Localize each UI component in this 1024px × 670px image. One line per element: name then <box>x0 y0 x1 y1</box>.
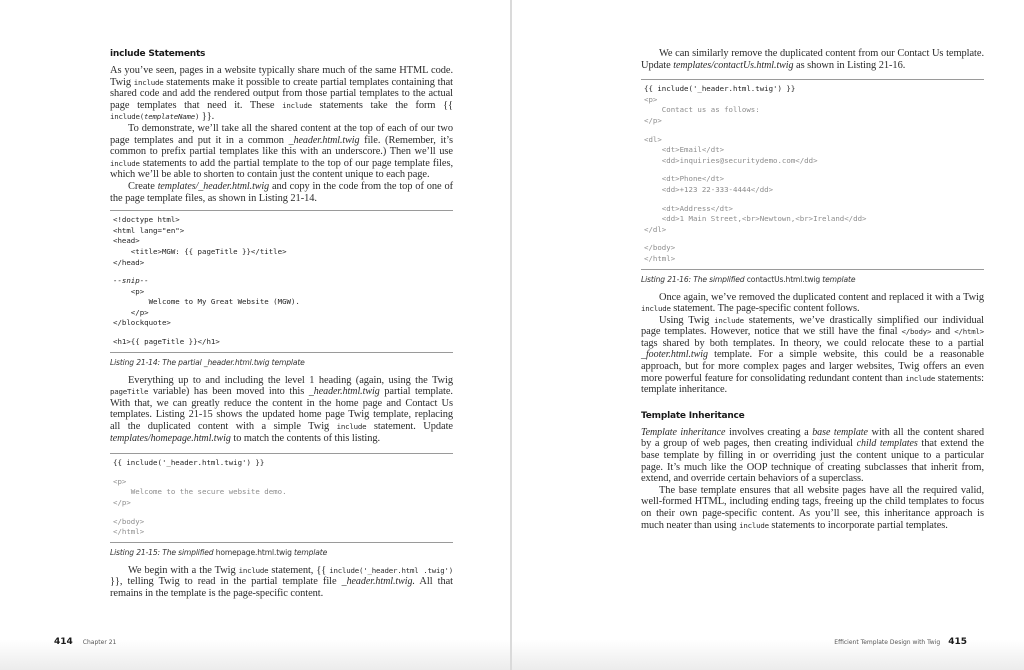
text: file. (Remember, it’s common to prefix partial templates like this with an underscore.) Then we’ll use <box>110 134 453 158</box>
paragraph <box>641 427 984 485</box>
text: statements make it possible to create partial templates containing that shared code and add the rendered output from those partial templates to the actual page templates that need it. These <box>110 76 453 111</box>
filename: _header.html.twig <box>308 386 380 398</box>
text: All that remains in the template is the page-specific content. <box>110 576 453 599</box>
code-line: <dl> <box>644 134 662 144</box>
text: statements: template inheritance. <box>641 372 985 396</box>
filename: _footer.html.twig <box>641 349 708 361</box>
filename: _header.html.twig. <box>341 576 415 588</box>
inline-code: include <box>238 565 269 575</box>
code-line: <h1>{{ pageTitle }}</h1> <box>113 337 220 347</box>
text: statement. Update <box>366 421 453 433</box>
code-line: </body> <box>644 243 676 253</box>
term: base template <box>812 426 868 438</box>
text: as shown in Listing 21-16. <box>793 59 906 71</box>
code-line: <!doctype html> <box>113 215 180 225</box>
inline-code: </body> <box>901 327 932 337</box>
code-line: Welcome to the secure website demo. <box>113 487 287 497</box>
code-line: <dt>Email</dt> <box>644 145 725 155</box>
text: statements, we’ve drastically simplified our individual page templates. However, notice that we still have the final <box>641 314 984 338</box>
code-line: </body> <box>113 516 145 526</box>
inline-code: include <box>641 304 671 314</box>
code-line-blank <box>644 235 984 243</box>
page-footer-left <box>54 629 116 648</box>
text: Create <box>128 180 158 192</box>
text: that extend the base template by filling in or overriding just the content unique to a particular page. It’s much like the OOP technique of creating subclasses that inherit from, extend, and override certain behaviors of a superclass. <box>641 438 984 485</box>
inline-code: include('_header.html .twig') <box>329 565 453 575</box>
code-line: <dd>+123 22-333-4444</dd> <box>644 184 774 194</box>
paragraph <box>110 375 453 445</box>
code-line-blank <box>644 196 984 204</box>
text: involves creating a <box>725 426 813 438</box>
code-line: <dd>inquiries@securitydemo.com</dd> <box>644 155 818 165</box>
code-line-include: {{ include('_header.html.twig') }} <box>113 458 265 468</box>
text: statement. The page-specific content follows. <box>670 303 860 315</box>
page-number: 415 <box>948 637 967 647</box>
code-line: <html lang="en"> <box>113 225 185 235</box>
paragraph <box>641 48 984 71</box>
text: and <box>931 326 955 338</box>
code-line-include: {{ include('_header.html.twig') }} <box>644 84 796 94</box>
code-listing-21-14 <box>110 210 453 353</box>
code-line: <p> <box>113 476 127 486</box>
text: Everything up to and including the level 1 heading (again, using the Twig <box>128 374 453 386</box>
text: Using Twig <box>659 314 715 326</box>
caption-filename: homepage.html.twig <box>215 547 292 557</box>
code-line: </blockquote> <box>113 318 171 328</box>
code-line: Contact us as follows: <box>644 105 760 115</box>
code-line: <p> <box>644 94 658 104</box>
code-line-blank <box>113 329 453 337</box>
code-line: Welcome to My Great Website (MGW). <box>113 297 300 307</box>
code-line: </p> <box>644 115 662 125</box>
code-line: <title>MGW: {{ pageTitle }}</title> <box>113 246 287 256</box>
code-line-blank <box>113 509 453 517</box>
code-line: </p> <box>113 498 131 507</box>
inline-code: include <box>905 373 936 383</box>
filename: templates/contactUs.html.twig <box>673 59 794 71</box>
inline-code: pageTitle <box>110 387 149 397</box>
text: As you’ve seen, pages in a website typically share much of the same HTML code. Twig <box>110 65 453 88</box>
paragraph <box>110 65 453 123</box>
listing-caption <box>641 275 984 284</box>
paragraph <box>110 565 453 600</box>
term: child templates <box>856 438 918 450</box>
inline-code: include( <box>110 112 144 122</box>
code-line: </html> <box>113 527 145 537</box>
code-line: <dt>Phone</dt> <box>644 174 725 184</box>
text: Once again, we’ve removed the duplicated content and replaced it with a Twig <box>659 291 984 303</box>
filename: templates/homepage.html.twig <box>110 432 231 444</box>
inline-code: include <box>739 520 769 530</box>
left-column <box>110 48 453 600</box>
inline-code-placeholder: templateName <box>144 112 195 122</box>
page-number: 414 <box>54 637 73 647</box>
paragraph <box>641 315 984 396</box>
code-line: <p> <box>113 286 145 296</box>
inline-code: include <box>714 315 744 325</box>
running-footer: Chapter 21 <box>82 639 117 646</box>
text: statements take the form {{ <box>311 99 453 111</box>
listing-caption: Listing 21-14: The partial _header.html.twig template <box>110 357 305 367</box>
paragraph <box>110 123 453 181</box>
code-line-blank <box>644 166 984 174</box>
code-line-snip: --snip-- <box>113 276 149 286</box>
text: To demonstrate, we’ll take all the shared content at the top of each of our two page templates and put it in a common <box>110 122 453 146</box>
code-line: <dt>Address</dt> <box>644 203 733 213</box>
paragraph <box>110 181 453 204</box>
code-line: </dl> <box>644 224 667 234</box>
text: partial template. With that, we can greatly reduce the content in the home page and Contact Us templates. Listing 21-15 shows the updated home page Twig template, replacing all the duplicated content with a simple Twig <box>110 386 453 433</box>
code-line: </p> <box>113 307 149 317</box>
text: and copy in the code from the top of one of the page template files, as shown in Listing 21-14. <box>110 180 453 204</box>
section-heading-include-statements: include Statements <box>110 49 206 59</box>
code-line-blank <box>113 469 453 477</box>
running-footer: Efficient Template Design with Twig <box>834 639 941 646</box>
caption-text: template <box>820 274 856 284</box>
text: }}. <box>199 111 215 123</box>
paragraph <box>641 292 984 315</box>
code-listing-21-15 <box>110 453 453 543</box>
code-line: </html> <box>644 253 676 263</box>
text: with all the content shared by a group of web pages, then creating individual <box>641 426 985 450</box>
code-line-blank <box>644 127 984 135</box>
inline-code: include <box>282 100 312 110</box>
caption-text: Listing 21-16: The simplified <box>641 274 747 284</box>
text: We can similarly remove the duplicated content from our Contact Us template. Update <box>641 48 984 71</box>
text: The base template ensures that all website pages have all the required valid, well-formed HTML, including ending tags, freeing up the child templates to focus on their own page-specific content. As you’ll see, this inheritance approach is much neater than using <box>641 484 984 531</box>
inline-code: include <box>133 77 164 87</box>
caption-text: Listing 21-15: The simplified <box>110 547 216 557</box>
inline-code: include <box>110 158 140 168</box>
inline-code: ) <box>195 112 200 122</box>
listing-caption <box>110 548 453 557</box>
inline-code: include <box>336 422 367 432</box>
text: We begin with a the Twig <box>128 564 239 576</box>
text: tags shared by both templates. In theory, we could relocate these to a partial <box>641 337 984 349</box>
text: statements to incorporate partial templates. <box>768 519 948 531</box>
text: template. For a simple website, this could be a reasonable approach, but for more complex pages and larger websites, Twig offers an even more powerful feature for consolidating redundant content than <box>641 349 984 384</box>
code-line-blank <box>113 268 453 276</box>
text: }}, telling Twig to read in the partial template file <box>110 576 342 588</box>
left-page <box>0 0 510 670</box>
filename: templates/_header.html.twig <box>157 180 270 192</box>
paragraph <box>641 485 984 531</box>
text: to match the contents of this listing. <box>230 432 381 444</box>
term: Template inheritance <box>641 426 726 438</box>
code-line: </head> <box>113 257 145 267</box>
code-listing-21-16 <box>641 79 984 269</box>
text: statement, {{ <box>268 564 330 576</box>
code-line: <dd>1 Main Street,<br>Newtown,<br>Ireland</dd> <box>644 214 867 224</box>
right-column <box>641 48 984 531</box>
caption-text: template <box>291 547 328 557</box>
page-footer-right <box>834 629 967 648</box>
caption-filename: contactUs.html.twig <box>746 274 821 284</box>
section-heading-template-inheritance: Template Inheritance <box>641 410 745 421</box>
inline-code: </html> <box>954 327 984 337</box>
right-page <box>512 0 1024 670</box>
text: variable) has been moved into this <box>148 386 309 398</box>
filename: _header.html.twig <box>288 134 360 146</box>
code-line: <head> <box>113 236 140 246</box>
text: statements to add the partial template to the top of our page template files, which we’ll be able to shorten to contain just the content unique to each page. <box>110 157 453 181</box>
